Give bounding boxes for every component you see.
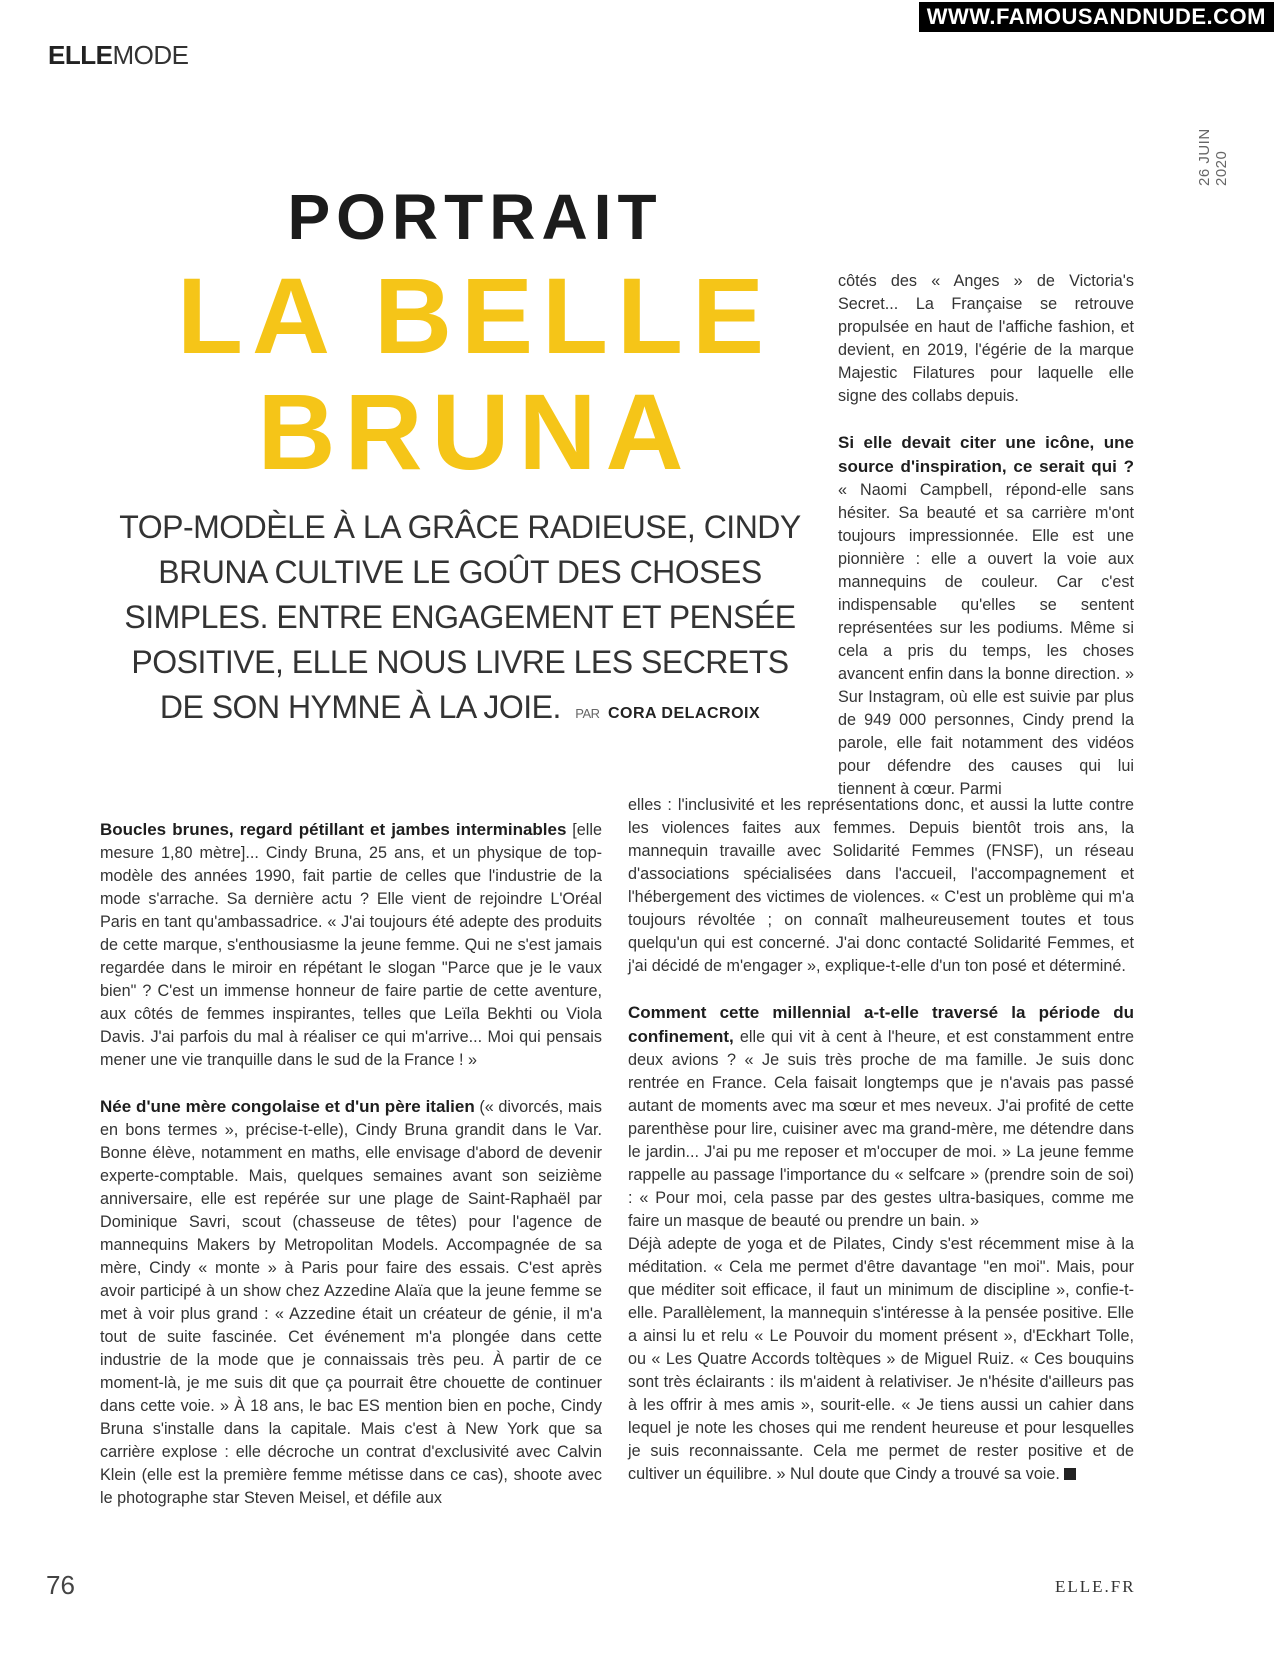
paragraph-text: elle qui vit à cent à l'heure, et est constamment entre deux avions ? « Je suis très proche de ma famille. Je suis donc rentrée en France. Cela faisait longtemps que je n'avais pas passé autant de moments avec ma sœur et mes neveux. J'ai profité de cette parenthèse pour lire, cuisiner avec ma grand-mère, me détendre dans le jardin... J'ai pu me reposer et m'occuper de moi. » La jeune femme rappelle au passage l'importance du « selfcare » (prendre soin de soi) : « Pour moi, cela passe par des gestes ultra-basiques, comme me faire un masque de beauté ou prendre un bain. » xyxy=(628,1028,1134,1230)
section-label: MODE xyxy=(112,40,189,70)
paragraph-lead: Née d'une mère congolaise et d'un père italien xyxy=(100,1097,475,1116)
byline-prefix: PAR xyxy=(575,706,600,721)
headline-line-2: BRUNA xyxy=(257,371,693,492)
paragraph-text: (« divorcés, mais en bons termes », précise-t-elle), Cindy Bruna grandit dans le Var. Bonne élève, notamment en maths, elle envisage d'abord de devenir experte-comptable. Mais, quelques semaines avant son seizième anniversaire, elle est repérée sur une plage de Saint-Raphaël par Dominique Savri, scout (chasseuse de têtes) pour l'agence de mannequins Makers by Metropolitan Models. Accompagnée de sa mère, Cindy « monte » à Paris pour faire des essais. C'est après avoir participé à un show chez Azzedine Alaïa que la jeune femme se met à voir plus grand : « Azzedine était un créateur de génie, il m'a tout de suite fascinée. Cet événement m'a plongée dans cette industrie de la mode que je connaissais très peu. À partir de ce moment-là, je me suis dit que ça pourrait être chouette de continuer dans cette voie. » À 18 ans, le bac ES mention bien en poche, Cindy Bruna s'installe dans la capitale. Mais c'est à New York que sa carrière explose : elle décroche un contrat d'exclusivité avec Calvin Klein (elle est la première femme métisse dans ce cas), shoote avec le photographe star Steven Meisel, et défile aux xyxy=(100,1098,602,1507)
page-number: 76 xyxy=(46,1570,75,1600)
paragraph-lead: Comment cette millennial a-t-elle traversé la période du confinement, xyxy=(628,1003,1134,1046)
paragraph-text: elles : l'inclusivité et les représentations donc, et aussi la lutte contre les violences faites aux femmes. Depuis bientôt trois ans, la mannequin travaille avec Solidarité Femmes (FNSF), un réseau d'associations spécialisées dans l'accueil, l'accompagnement et l'hébergement des victimes de violences. « C'est un problème qui m'a toujours révoltée ; on connaît malheureusement toutes et tous quelqu'un qui est concerné. J'ai donc contacté Solidarité Femmes, et j'ai décidé de m'engager », explique-t-elle d'un ton posé et déterminé. xyxy=(628,796,1134,975)
column-left xyxy=(100,818,602,1510)
article-headline xyxy=(120,255,830,492)
article-kicker: PORTRAIT xyxy=(287,181,663,253)
footer-site: ELLE.FR xyxy=(1055,1577,1136,1596)
paragraph xyxy=(628,794,1134,978)
end-mark-icon xyxy=(1064,1468,1076,1480)
magazine-brand xyxy=(48,40,188,71)
standfirst-text: TOP-MODÈLE À LA GRÂCE RADIEUSE, CINDY BRUNA CULTIVE LE GOÛT DES CHOSES SIMPLES. ENTRE ENGAGEMENT ET PENSÉE POSITIVE, ELLE NOUS LIVRE LES SECRETS DE SON HYMNE À LA JOIE. xyxy=(119,509,801,725)
paragraph-text: « Naomi Campbell, répond-elle sans hésiter. Sa beauté et sa carrière m'ont toujours impressionnée. Elle est une pionnière : elle a ouvert la voie aux mannequins de couleur. Car c'est indispensable qu'elles se sentent représentées sur les podiums. Même si cela a pris du temps, les choses avancent enfin dans la bonne direction. » Sur Instagram, où elle est suivie par plus de 949 000 personnes, Cindy prend la parole, elle fait notamment des vidéos pour défendre des causes qui lui tiennent à cœur. Parmi xyxy=(838,481,1134,798)
paragraph xyxy=(628,1233,1134,1486)
article-standfirst xyxy=(110,505,810,736)
paragraph-lead: Boucles brunes, regard pétillant et jambes interminables xyxy=(100,820,567,839)
paragraph-text: côtés des « Anges » de Victoria's Secret... La Française se retrouve propulsée en haut de l'affiche fashion, et devient, en 2019, l'égérie de la marque Majestic Filatures pour laquelle elle signe des collabs depuis. xyxy=(838,272,1134,405)
paragraph xyxy=(100,818,602,1072)
brand-elle: ELLE xyxy=(48,40,113,70)
paragraph-lead: Si elle devait citer une icône, une source d'inspiration, ce serait qui ? xyxy=(838,433,1134,476)
paragraph xyxy=(838,431,1134,801)
paragraph xyxy=(628,1001,1134,1233)
byline-author: CORA DELACROIX xyxy=(607,705,761,722)
paragraph xyxy=(838,270,1134,408)
paragraph-text: Déjà adepte de yoga et de Pilates, Cindy s'est récemment mise à la méditation. « Cela me permet d'être davantage "en moi". Mais, pour que méditer soit efficace, il faut un minimum de discipline », confie-t-elle. Parallèlement, la mannequin s'intéresse à la pensée positive. Elle a ainsi lu et relu « Le Pouvoir du moment présent », d'Eckhart Tolle, ou « Les Quatre Accords toltèques » de Miguel Ruiz. « Ces bouquins sont très éclairants : ils m'aident à relativiser. Je n'hésite d'ailleurs pas à les offrir à mes amis », sourit-elle. « Je tiens aussi un cahier dans lequel je note les choses qui me rendent heureuse et pour lesquelles je suis reconnaissante. Cela me permet de rester positive et de cultiver un équilibre. » Nul doute que Cindy a trouvé sa voie. xyxy=(628,1235,1134,1483)
headline-line-1: LA BELLE xyxy=(177,255,773,376)
issue-date: 26 JUIN 2020 xyxy=(1196,128,1230,186)
paragraph xyxy=(100,1095,602,1510)
paragraph-text: [elle mesure 1,80 mètre]... Cindy Bruna, 25 ans, et un physique de top-modèle des années 1990, fait partie de celles que l'industrie de la mode s'arrache. Sa dernière actu ? Elle vient de rejoindre L'Oréal Paris en tant qu'ambassadrice. « J'ai toujours été adepte des produits de cette marque, s'enthousiasme la jeune femme. Qui ne s'est jamais regardée dans le miroir en répétant le slogan "Parce que je le vaux bien" ? C'est un immense honneur de faire partie de cette aventure, aux côtés de femmes inspirantes, telles que Leïla Bekhti ou Viola Davis. J'ai parfois du mal à réaliser ce qui m'arrive... Moi qui pensais mener une vie tranquille dans le sud de la France ! » xyxy=(100,821,603,1069)
column-right-wide xyxy=(628,794,1134,1486)
watermark-banner: WWW.FAMOUSANDNUDE.COM xyxy=(919,2,1274,32)
column-right-top xyxy=(838,270,1134,801)
